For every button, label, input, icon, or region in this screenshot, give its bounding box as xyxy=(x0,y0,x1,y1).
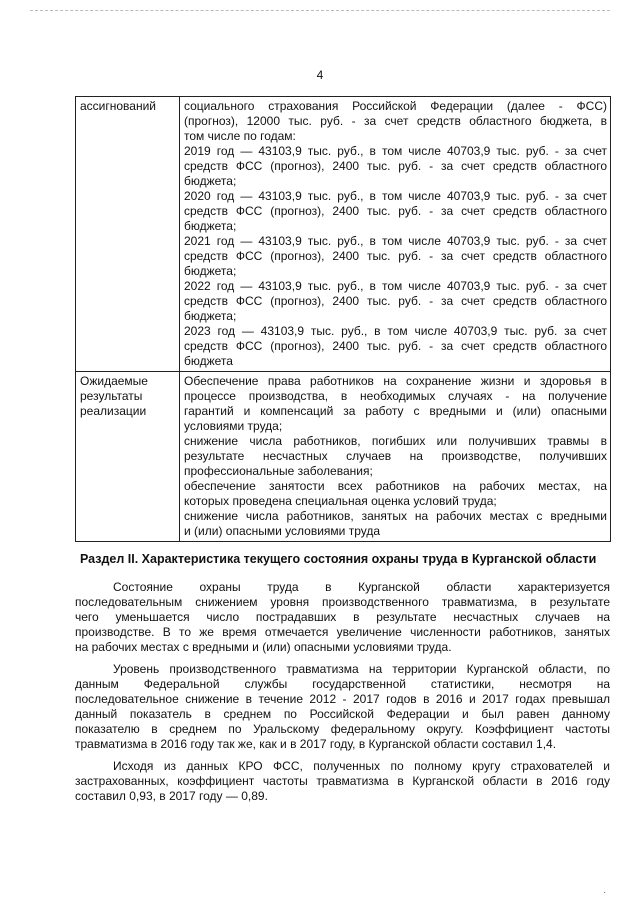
paragraph-line: показателю в среднем по Уральскому федеральному округу. Коэффициент частоты xyxy=(75,722,610,736)
text-line: процессе производства, в необходимых случаях - на получение xyxy=(184,389,607,403)
paragraph-line: травматизма в 2016 году так же, как и в 2017 году, в Курганской области составил 1,4. xyxy=(75,737,557,751)
label-line: результаты xyxy=(80,389,143,403)
paragraph xyxy=(75,580,610,655)
paragraph-line: Уровень производственного травматизма на территории Курганской области, по xyxy=(113,662,610,676)
text-line: 2022 год — 43103,9 тыс. руб., в том числе 40703,9 тыс. руб. - за счет xyxy=(184,279,607,293)
text-line: обеспечение занятости всех работников на рабочих местах, на xyxy=(184,479,607,493)
paragraph-line: на рабочих местах с вредными и (или) опасными условиями труда. xyxy=(75,640,452,654)
text-line: 2023 год — 43103,9 тыс. руб., в том числе 40703,9 тыс. руб. за счет xyxy=(184,324,607,338)
section-title: Раздел II. Характеристика текущего состояния охраны труда в Курганской области xyxy=(80,552,597,566)
text-line: 2021 год — 43103,9 тыс. руб., в том числе 40703,9 тыс. руб. - за счет xyxy=(184,234,607,248)
text-line: (прогноз), 12000 тыс. руб. - за счет средств областного бюджета, в xyxy=(184,114,607,128)
expected-results-lines xyxy=(184,374,607,539)
text-line: профессиональные заболевания; xyxy=(184,464,373,478)
label-line: Ожидаемые xyxy=(80,374,148,388)
paragraph-line: данным Федеральной службы государственной статистики, несмотря на xyxy=(75,677,610,691)
allocations-lines xyxy=(184,99,607,369)
text-line: том числе по годам: xyxy=(184,129,296,143)
section-body xyxy=(75,580,610,811)
text-line: бюджета; xyxy=(184,309,237,323)
text-line: средств ФСС (прогноз), 2400 тыс. руб. - за счет средств областного xyxy=(184,204,607,218)
row-label-expected-results xyxy=(76,372,180,542)
text-line: бюджета; xyxy=(184,219,237,233)
footer-mark: . xyxy=(603,885,606,896)
paragraph-line: чего уменьшается число пострадавших в результате несчастных случаев на xyxy=(75,610,610,624)
label-line: реализации xyxy=(80,404,147,418)
row-text-allocations xyxy=(180,97,611,372)
text-line: снижение числа работников, погибших или получивших травмы в xyxy=(184,434,607,448)
table-row xyxy=(76,372,611,542)
text-line: которых проведена специальная оценка условий труда; xyxy=(184,494,497,508)
paragraph-line: последовательное снижение в течение 2012 - 2017 годов в 2016 и 2017 годах превышал xyxy=(75,692,610,706)
table-row xyxy=(76,97,611,372)
paragraph-line: застрахованных, коэффициент частоты травматизма в Курганской области в 2016 году xyxy=(75,774,610,788)
text-line: Обеспечение права работников на сохранение жизни и здоровья в xyxy=(184,374,607,388)
paragraph-line: составил 0,93, в 2017 году — 0,89. xyxy=(75,789,268,803)
text-line: средств ФСС (прогноз), 2400 тыс. руб. - за счет средств областного xyxy=(184,249,607,263)
text-line: социального страхования Российской Федерации (далее - ФСС) xyxy=(184,99,607,113)
text-line: и (или) опасными условиями труда xyxy=(184,524,381,538)
text-line: результате несчастных случаев на производстве, получивших xyxy=(184,449,607,463)
expected-results-label-lines xyxy=(80,374,176,419)
row-text-expected-results xyxy=(180,372,611,542)
text-line: 2019 год — 43103,9 тыс. руб., в том числе 40703,9 тыс. руб. - за счет xyxy=(184,144,607,158)
paragraph xyxy=(75,662,610,752)
row-label-allocations: ассигнований xyxy=(76,97,180,372)
text-line: бюджета; xyxy=(184,264,237,278)
program-passport-table xyxy=(75,96,611,542)
paragraph-line: производстве. В то же время отмечается увеличение численности работников, занятых xyxy=(75,625,610,639)
text-line: условиями труда; xyxy=(184,419,283,433)
text-line: средств ФСС (прогноз), 2400 тыс. руб. - за счет средств областного xyxy=(184,294,607,308)
paragraph-line: данный показатель в среднем по Российской Федерации и был равен данному xyxy=(75,707,610,721)
text-line: бюджета; xyxy=(184,174,237,188)
scan-top-edge xyxy=(30,10,610,11)
paragraph-line: Исходя из данных КРО ФСС, полученных по полному кругу страхователей и xyxy=(113,759,610,773)
text-line: гарантий и компенсаций за работу с вредными и (или) опасными xyxy=(184,404,607,418)
text-line: средств ФСС (прогноз), 2400 тыс. руб. - за счет средств областного xyxy=(184,339,607,353)
paragraph xyxy=(75,759,610,804)
paragraph-line: Состояние охраны труда в Курганской области характеризуется xyxy=(113,580,610,594)
text-line: снижение числа работников, занятых на рабочих местах с вредными xyxy=(184,509,607,523)
text-line: бюджета xyxy=(184,354,233,368)
text-line: 2020 год — 43103,9 тыс. руб., в том числе 40703,9 тыс. руб. - за счет xyxy=(184,189,607,203)
paragraph-line: последовательным снижением уровня производственного травматизма, в результате xyxy=(75,595,610,609)
page-number: 4 xyxy=(316,68,324,82)
text-line: средств ФСС (прогноз), 2400 тыс. руб. - за счет средств областного xyxy=(184,159,607,173)
